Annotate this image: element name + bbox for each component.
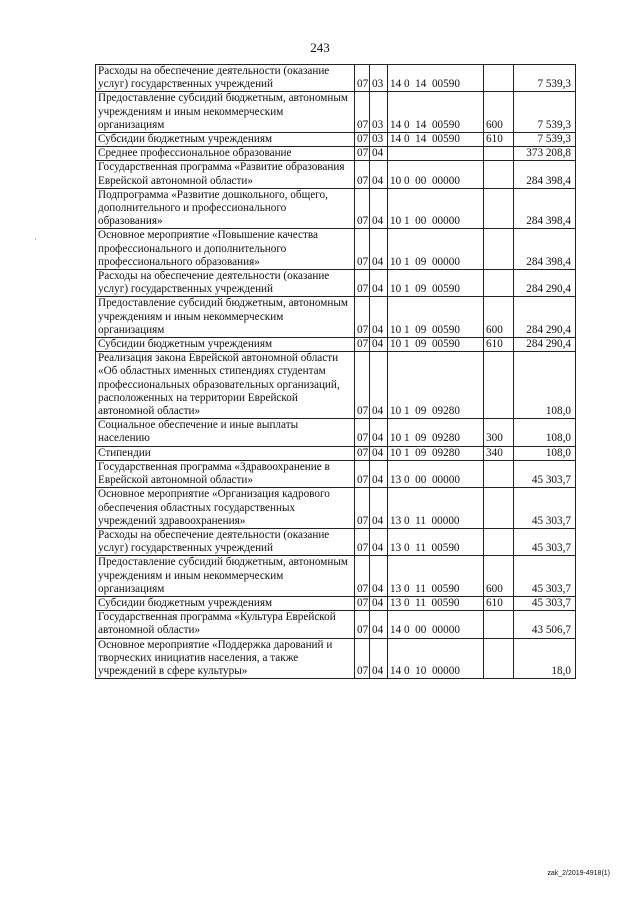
amount-cell: 373 208,8	[514, 147, 576, 161]
target-article-cell: 14 0 14 00590	[388, 133, 484, 147]
target-article-cell: 13 0 11 00590	[388, 596, 484, 610]
target-article-cell: 10 1 09 00590	[388, 297, 484, 338]
amount-cell: 284 398,4	[514, 188, 576, 229]
section-code-cell: 07	[355, 270, 370, 297]
subsection-code-cell: 04	[370, 147, 388, 161]
table-row	[96, 297, 576, 338]
subsection-code-cell: 03	[370, 65, 388, 92]
target-article-cell: 10 0 00 00000	[388, 161, 484, 188]
expense-type-cell	[484, 161, 514, 188]
target-article-cell: 10 1 09 09280	[388, 446, 484, 460]
expense-type-cell: 610	[484, 133, 514, 147]
subsection-code-cell: 04	[370, 419, 388, 446]
amount-cell: 45 303,7	[514, 528, 576, 555]
amount-cell: 43 506,7	[514, 611, 576, 638]
target-article-cell: 10 1 09 00000	[388, 229, 484, 270]
amount-cell: 45 303,7	[514, 596, 576, 610]
expense-name-cell: Социальное обеспечение и иные выплаты населению	[96, 419, 355, 446]
subsection-code-cell: 04	[370, 229, 388, 270]
expense-type-cell: 600	[484, 556, 514, 597]
expense-type-cell	[484, 65, 514, 92]
subsection-code-cell: 04	[370, 188, 388, 229]
subsection-code-cell: 03	[370, 92, 388, 133]
table-row	[96, 460, 576, 487]
table-row	[96, 446, 576, 460]
expense-type-cell: 610	[484, 338, 514, 352]
expense-name-cell: Субсидии бюджетным учреждениям	[96, 133, 355, 147]
expense-type-cell	[484, 229, 514, 270]
subsection-code-cell: 04	[370, 352, 388, 419]
target-article-cell: 14 0 10 00000	[388, 638, 484, 679]
target-article-cell: 14 0 00 00000	[388, 611, 484, 638]
section-code-cell: 07	[355, 556, 370, 597]
section-code-cell: 07	[355, 638, 370, 679]
expense-type-cell: 610	[484, 596, 514, 610]
table-row	[96, 229, 576, 270]
expense-name-cell: Расходы на обеспечение деятельности (оказание услуг) государственных учреждений	[96, 270, 355, 297]
section-code-cell: 07	[355, 65, 370, 92]
section-code-cell: 07	[355, 297, 370, 338]
section-code-cell: 07	[355, 419, 370, 446]
expense-type-cell	[484, 528, 514, 555]
amount-cell: 108,0	[514, 419, 576, 446]
amount-cell: 45 303,7	[514, 488, 576, 529]
amount-cell: 7 539,3	[514, 92, 576, 133]
expense-type-cell	[484, 611, 514, 638]
expense-name-cell: Предоставление субсидий бюджетным, автономным учреждениям и иным некоммерческим организациям	[96, 297, 355, 338]
expense-type-cell: 600	[484, 92, 514, 133]
amount-cell: 18,0	[514, 638, 576, 679]
subsection-code-cell: 04	[370, 488, 388, 529]
expense-name-cell: Основное мероприятие «Поддержка дарований и творческих инициатив населения, а также учреждений в сфере культуры»	[96, 638, 355, 679]
subsection-code-cell: 04	[370, 596, 388, 610]
amount-cell: 284 290,4	[514, 270, 576, 297]
expense-name-cell: Предоставление субсидий бюджетным, автономным учреждениям и иным некоммерческим организациям	[96, 92, 355, 133]
table-row	[96, 338, 576, 352]
target-article-cell: 10 1 09 00590	[388, 270, 484, 297]
target-article-cell: 10 1 09 09280	[388, 419, 484, 446]
subsection-code-cell: 04	[370, 556, 388, 597]
section-code-cell: 07	[355, 188, 370, 229]
amount-cell: 45 303,7	[514, 460, 576, 487]
expense-name-cell: Расходы на обеспечение деятельности (оказание услуг) государственных учреждений	[96, 528, 355, 555]
table-row	[96, 270, 576, 297]
page-number: 243	[310, 40, 330, 55]
amount-cell: 45 303,7	[514, 556, 576, 597]
section-code-cell: 07	[355, 460, 370, 487]
table-body	[96, 65, 576, 679]
amount-cell: 108,0	[514, 352, 576, 419]
table-row	[96, 611, 576, 638]
expense-name-cell: Среднее профессиональное образование	[96, 147, 355, 161]
section-code-cell: 07	[355, 133, 370, 147]
expense-name-cell: Предоставление субсидий бюджетным, автономным учреждениям и иным некоммерческим организациям	[96, 556, 355, 597]
table-row	[96, 147, 576, 161]
expense-type-cell: 340	[484, 446, 514, 460]
expense-type-cell	[484, 147, 514, 161]
expense-name-cell: Основное мероприятие «Организация кадрового обеспечения областных государственных учреждений здравоохранения»	[96, 488, 355, 529]
section-code-cell: 07	[355, 528, 370, 555]
target-article-cell: 13 0 11 00590	[388, 528, 484, 555]
expense-type-cell	[484, 488, 514, 529]
expense-name-cell: Стипендии	[96, 446, 355, 460]
subsection-code-cell: 04	[370, 338, 388, 352]
expense-name-cell: Субсидии бюджетным учреждениям	[96, 338, 355, 352]
section-code-cell: 07	[355, 161, 370, 188]
expense-name-cell: Государственная программа «Развитие образования Еврейской автономной области»	[96, 161, 355, 188]
section-code-cell: 07	[355, 92, 370, 133]
table-row	[96, 419, 576, 446]
subsection-code-cell: 03	[370, 133, 388, 147]
expense-name-cell: Основное мероприятие «Повышение качества профессионального и дополнительного профессионального образования»	[96, 229, 355, 270]
section-code-cell: 07	[355, 338, 370, 352]
section-code-cell: 07	[355, 596, 370, 610]
target-article-cell: 14 0 14 00590	[388, 65, 484, 92]
table-row	[96, 133, 576, 147]
target-article-cell: 13 0 11 00000	[388, 488, 484, 529]
table-row	[96, 488, 576, 529]
target-article-cell: 10 1 09 09280	[388, 352, 484, 419]
footer-code: zak_2/2019-4918(1)	[547, 870, 610, 877]
subsection-code-cell: 04	[370, 611, 388, 638]
amount-cell: 284 398,4	[514, 229, 576, 270]
expense-type-cell	[484, 188, 514, 229]
section-code-cell: 07	[355, 488, 370, 529]
expense-name-cell: Расходы на обеспечение деятельности (оказание услуг) государственных учреждений	[96, 65, 355, 92]
expense-type-cell: 600	[484, 297, 514, 338]
expense-name-cell: Субсидии бюджетным учреждениям	[96, 596, 355, 610]
expense-type-cell	[484, 638, 514, 679]
expense-name-cell: Государственная программа «Здравоохранение в Еврейской автономной области»	[96, 460, 355, 487]
target-article-cell	[388, 147, 484, 161]
expense-name-cell: Государственная программа «Культура Еврейской автономной области»	[96, 611, 355, 638]
subsection-code-cell: 04	[370, 297, 388, 338]
table-row	[96, 638, 576, 679]
expense-name-cell: Реализация закона Еврейской автономной области «Об областных именных стипендиях студентам профессиональных образовательных организаций, расположенных на территории Еврейской автономной области»	[96, 352, 355, 419]
subsection-code-cell: 04	[370, 460, 388, 487]
subsection-code-cell: 04	[370, 528, 388, 555]
amount-cell: 7 539,3	[514, 65, 576, 92]
section-code-cell: 07	[355, 446, 370, 460]
subsection-code-cell: 04	[370, 638, 388, 679]
section-code-cell: 07	[355, 229, 370, 270]
table-row	[96, 556, 576, 597]
table-row	[96, 188, 576, 229]
table-row	[96, 92, 576, 133]
table-row	[96, 596, 576, 610]
target-article-cell: 14 0 14 00590	[388, 92, 484, 133]
target-article-cell: 13 0 00 00000	[388, 460, 484, 487]
amount-cell: 7 539,3	[514, 133, 576, 147]
expense-type-cell	[484, 460, 514, 487]
amount-cell: 108,0	[514, 446, 576, 460]
subsection-code-cell: 04	[370, 270, 388, 297]
expense-type-cell: 300	[484, 419, 514, 446]
table-row	[96, 161, 576, 188]
expense-name-cell: Подпрограмма «Развитие дошкольного, общего, дополнительного и профессионального образования»	[96, 188, 355, 229]
table-row	[96, 352, 576, 419]
section-code-cell: 07	[355, 352, 370, 419]
margin-mark: ·	[34, 235, 37, 244]
expense-type-cell	[484, 270, 514, 297]
target-article-cell: 10 1 09 00590	[388, 338, 484, 352]
subsection-code-cell: 04	[370, 446, 388, 460]
subsection-code-cell: 04	[370, 161, 388, 188]
target-article-cell: 10 1 00 00000	[388, 188, 484, 229]
section-code-cell: 07	[355, 147, 370, 161]
section-code-cell: 07	[355, 611, 370, 638]
budget-table	[95, 64, 576, 679]
table-row	[96, 528, 576, 555]
target-article-cell: 13 0 11 00590	[388, 556, 484, 597]
amount-cell: 284 290,4	[514, 297, 576, 338]
amount-cell: 284 290,4	[514, 338, 576, 352]
table-row	[96, 65, 576, 92]
expense-type-cell	[484, 352, 514, 419]
amount-cell: 284 398,4	[514, 161, 576, 188]
